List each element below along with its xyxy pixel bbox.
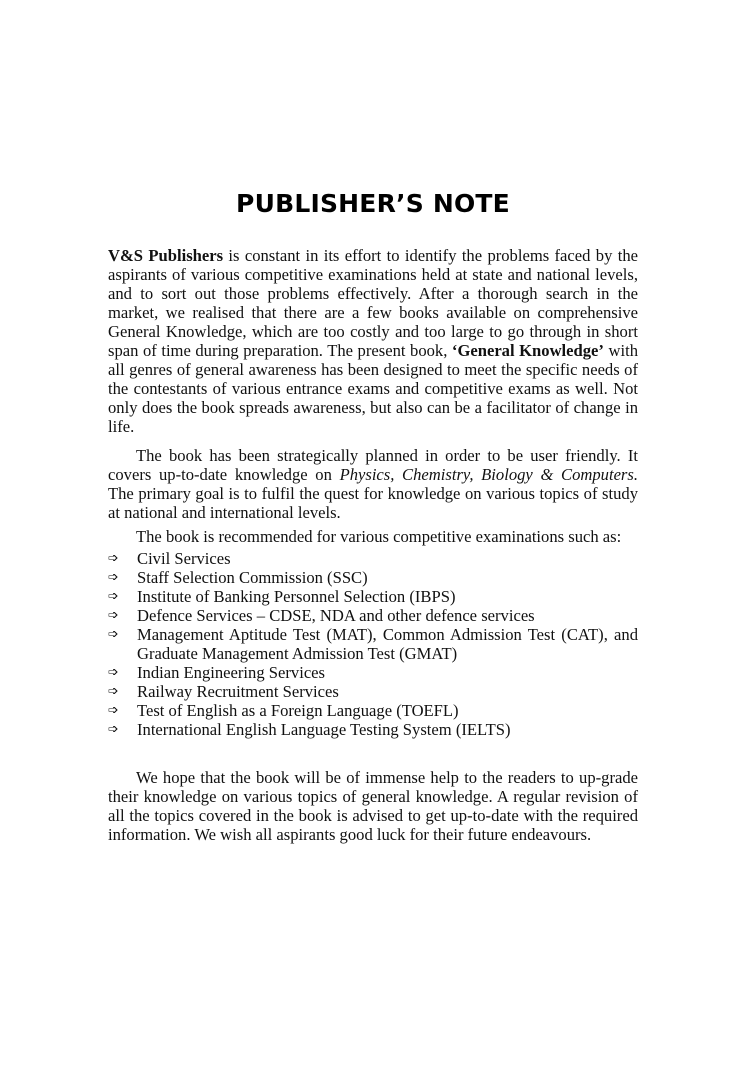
intro-text: is constant in its effort to identify the problems faced by the aspirants of various competitive examinations held at state and national levels, and to sort out those problems effectively. After a thorough search in the market, we realised that there are a few books available on comprehensive General Knowledge, which are too costly and too large to go through in short span of time during preparation. The present book, (108, 246, 639, 360)
arrow-bullet-icon: ➩ (108, 722, 119, 737)
exam-name: Civil Services (137, 549, 231, 568)
exam-list (108, 549, 638, 739)
arrow-bullet-icon: ➩ (108, 703, 119, 718)
arrow-bullet-icon: ➩ (108, 570, 119, 585)
list-item (108, 663, 638, 682)
exam-name: Staff Selection Commission (SSC) (137, 568, 368, 587)
exam-name: International English Language Testing System (IELTS) (137, 720, 511, 739)
intro-paragraph (108, 246, 638, 436)
subjects: Physics, Chemistry, Biology & Computers. (339, 465, 638, 484)
exam-name: Defence Services – CDSE, NDA and other defence services (137, 606, 535, 625)
exam-name: Test of English as a Foreign Language (TOEFL) (137, 701, 459, 720)
exam-name: Management Aptitude Test (MAT), Common Admission Test (CAT), and Graduate Management Admission Test (GMAT) (137, 625, 638, 663)
arrow-bullet-icon: ➩ (108, 665, 119, 680)
exam-name: Institute of Banking Personnel Selection (IBPS) (137, 587, 456, 606)
arrow-bullet-icon: ➩ (108, 589, 119, 604)
publisher-name: V&S Publishers (108, 246, 224, 265)
arrow-bullet-icon: ➩ (108, 551, 119, 566)
list-item (108, 682, 638, 701)
list-item (108, 587, 638, 606)
book-title: ‘General Knowledge’ (451, 341, 604, 360)
list-item (108, 720, 638, 739)
intro-text-continued: with all genres of general awareness has been designed to meet the specific needs of the contestants of various entrance exams and competitive exams as well. Not only does the book spreads awareness, but also can be a facilitator of change in life. (108, 341, 639, 436)
arrow-bullet-icon: ➩ (108, 608, 119, 623)
list-item (108, 606, 638, 625)
page-title: PUBLISHER’S NOTE (236, 189, 510, 218)
exam-name: Railway Recruitment Services (137, 682, 339, 701)
list-item (108, 568, 638, 587)
arrow-bullet-icon: ➩ (108, 627, 119, 642)
closing-paragraph: We hope that the book will be of immense help to the readers to up-grade their knowledge on various topics of general knowledge. A regular revision of all the topics covered in the book is advised to get up-to-date with the required information. We wish all aspirants good luck for their future endeavours. (108, 768, 638, 844)
exam-name: Indian Engineering Services (137, 663, 326, 682)
planning-text: The book has been strategically planned in order to be user friendly. It covers up-to-date knowledge on (108, 446, 638, 484)
list-item (108, 701, 638, 720)
planning-text-continued: The primary goal is to fulfil the quest for knowledge on various topics of study at national and international levels. (108, 484, 638, 522)
list-item (108, 625, 638, 663)
recommended-intro: The book is recommended for various competitive examinations such as: (136, 527, 622, 546)
list-item (108, 549, 638, 568)
planning-paragraph (108, 446, 638, 522)
arrow-bullet-icon: ➩ (108, 684, 119, 699)
